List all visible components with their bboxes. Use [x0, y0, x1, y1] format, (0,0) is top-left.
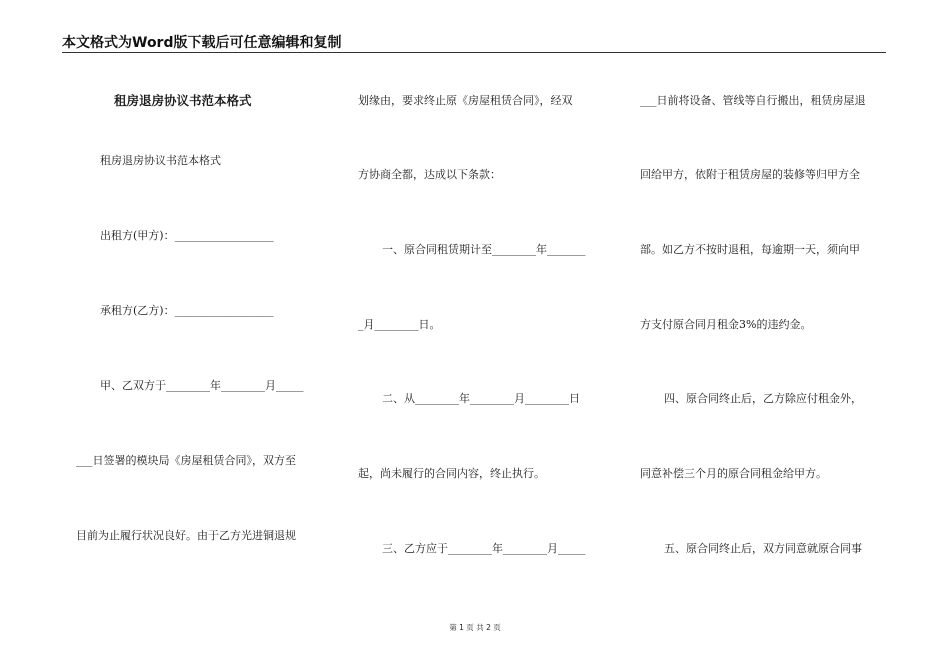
- paragraph-line: 方支付原合同月租金3%的违约金。: [640, 318, 812, 331]
- clause-1-line: 一、原合同租赁期计至________年_______: [382, 243, 586, 256]
- paragraph-line: 起，尚未履行的合同内容，终止执行。: [358, 467, 545, 480]
- paragraph-line: 租房退房协议书范本格式: [100, 154, 221, 167]
- text-column-1: [62, 60, 322, 620]
- clause-4-line: 四、原合同终止后，乙方除应付租金外，: [664, 392, 862, 405]
- text-column-2: [350, 60, 610, 620]
- paragraph-line: 方协商全都，达成以下条款：: [358, 168, 501, 181]
- paragraph-line: 目前为止履行状况良好。由于乙方光进铜退规: [76, 529, 296, 542]
- lessee-line: 承租方(乙方)：__________________: [100, 304, 274, 317]
- clause-2-line: 二、从________年________月________日: [382, 392, 580, 405]
- lessor-line: 出租方(甲方)：__________________: [100, 229, 274, 242]
- clause-3-line: 三、乙方应于________年________月_____: [382, 542, 586, 555]
- text-column-3: [632, 60, 892, 620]
- header-text: 本文格式为Word版下载后可任意编辑和复制: [62, 35, 342, 51]
- clause-5-line: 五、原合同终止后，双方同意就原合同事: [664, 542, 862, 555]
- document-header: [62, 34, 886, 53]
- paragraph-line: 划缘由，要求终止原《房屋租赁合同》，经双: [358, 94, 573, 107]
- paragraph-line: 回给甲方，依附于租赁房屋的装修等归甲方全: [640, 168, 860, 181]
- paragraph-line: 部。如乙方不按时退租，每逾期一天，须向甲: [640, 243, 860, 256]
- paragraph-line: _月________日。: [358, 318, 441, 331]
- document-title: 租房退房协议书范本格式: [114, 93, 252, 108]
- page-number-footer: 第 1 页 共 2 页: [449, 623, 501, 632]
- paragraph-line: ___日前将设备、管线等自行搬出，租赁房屋退: [640, 94, 866, 107]
- paragraph-line: ___日签署的模块局《房屋租赁合同》，双方至: [76, 454, 296, 467]
- paragraph-line: 甲、乙双方于________年________月_____: [100, 379, 304, 392]
- paragraph-line: 同意补偿三个月的原合同租金给甲方。: [640, 467, 827, 480]
